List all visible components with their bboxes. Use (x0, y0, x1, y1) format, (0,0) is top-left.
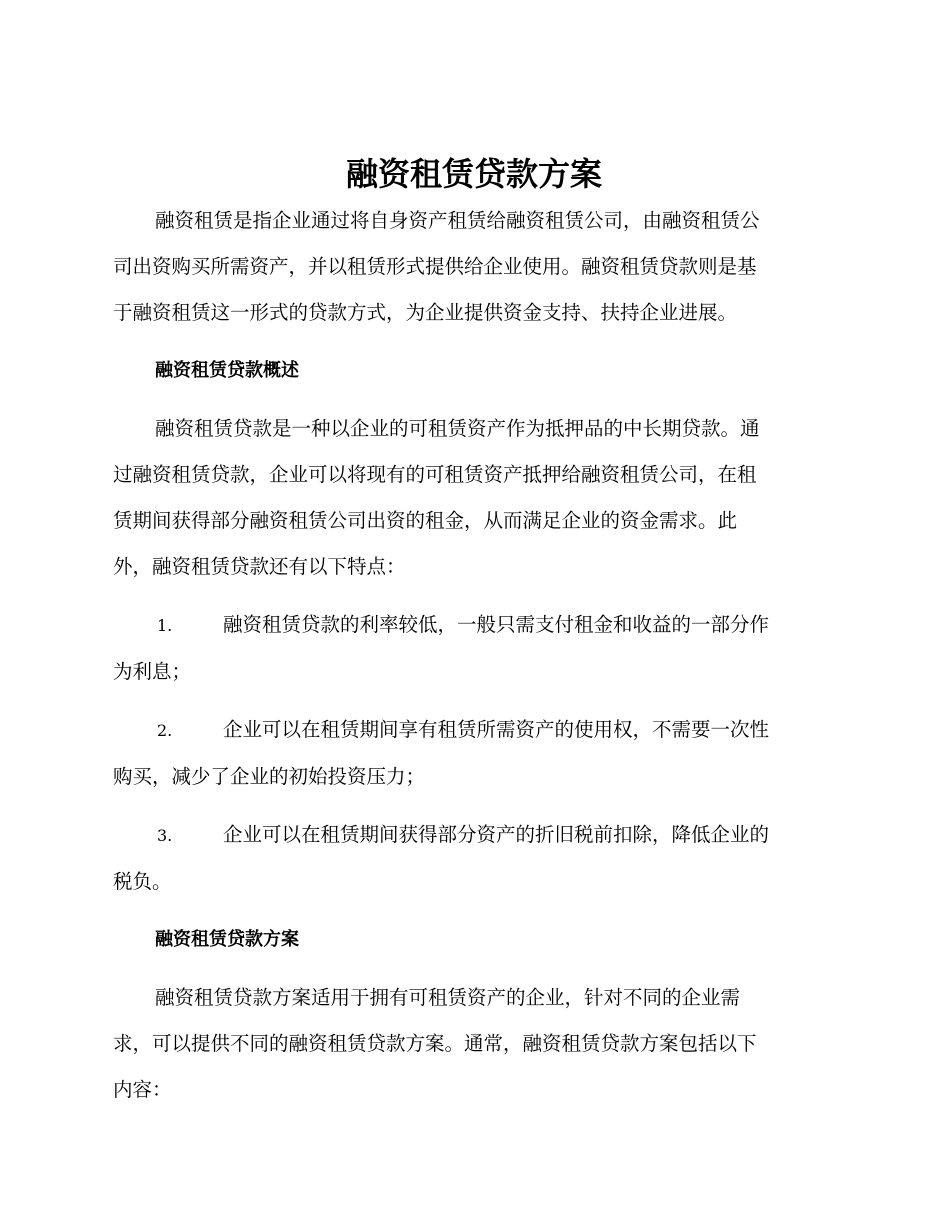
intro-paragraph (113, 198, 835, 336)
list-number: 1. (157, 616, 173, 635)
section-heading-overview: 融资租赁贷款概述 (155, 360, 299, 381)
list-item (113, 812, 835, 905)
overview-line-3: 赁期间获得部分融资租赁公司出资的租金，从而满足企业的资金需求。此 (113, 509, 738, 532)
list-text-line-2: 购买，减少了企业的初始投资压力； (113, 765, 426, 788)
intro-line-3: 于融资租赁这一形式的贷款方式，为企业提供资金支持、扶持企业进展。 (113, 301, 738, 324)
list-item (113, 602, 835, 695)
section-heading-plan: 融资租赁贷款方案 (155, 929, 299, 950)
overview-line-4: 外，融资租赁贷款还有以下特点： (113, 555, 406, 578)
plan-paragraph (113, 975, 835, 1113)
overview-paragraph (113, 406, 835, 590)
list-text-line-2: 为利息； (113, 660, 192, 683)
document-title: 融资租赁贷款方案 (345, 155, 602, 193)
list-number: 3. (157, 826, 173, 845)
plan-line-1: 融资租赁贷款方案适用于拥有可租赁资产的企业，针对不同的企业需 (155, 986, 741, 1009)
list-number: 2. (157, 721, 173, 740)
list-text-line-1: 融资租赁贷款的利率较低，一般只需支付租金和收益的一部分作 (223, 613, 770, 636)
intro-line-2: 司出资购买所需资产，并以租赁形式提供给企业使用。融资租赁贷款则是基 (113, 255, 757, 278)
plan-line-2: 求，可以提供不同的融资租赁贷款方案。通常，融资租赁贷款方案包括以下 (113, 1032, 757, 1055)
list-item (113, 707, 835, 800)
list-text-line-1: 企业可以在租赁期间享有租赁所需资产的使用权，不需要一次性 (223, 718, 770, 741)
plan-line-3: 内容： (113, 1078, 172, 1101)
overview-line-2: 过融资租赁贷款，企业可以将现有的可租赁资产抵押给融资租赁公司，在租 (113, 463, 757, 486)
document-body (113, 150, 835, 1113)
intro-line-1: 融资租赁是指企业通过将自身资产租赁给融资租赁公司，由融资租赁公 (155, 209, 760, 232)
overview-line-1: 融资租赁贷款是一种以企业的可租赁资产作为抵押品的中长期贷款。通 (155, 417, 760, 440)
list-text-line-1: 企业可以在租赁期间获得部分资产的折旧税前扣除，降低企业的 (223, 823, 770, 846)
list-text-line-2: 税负。 (113, 870, 172, 893)
